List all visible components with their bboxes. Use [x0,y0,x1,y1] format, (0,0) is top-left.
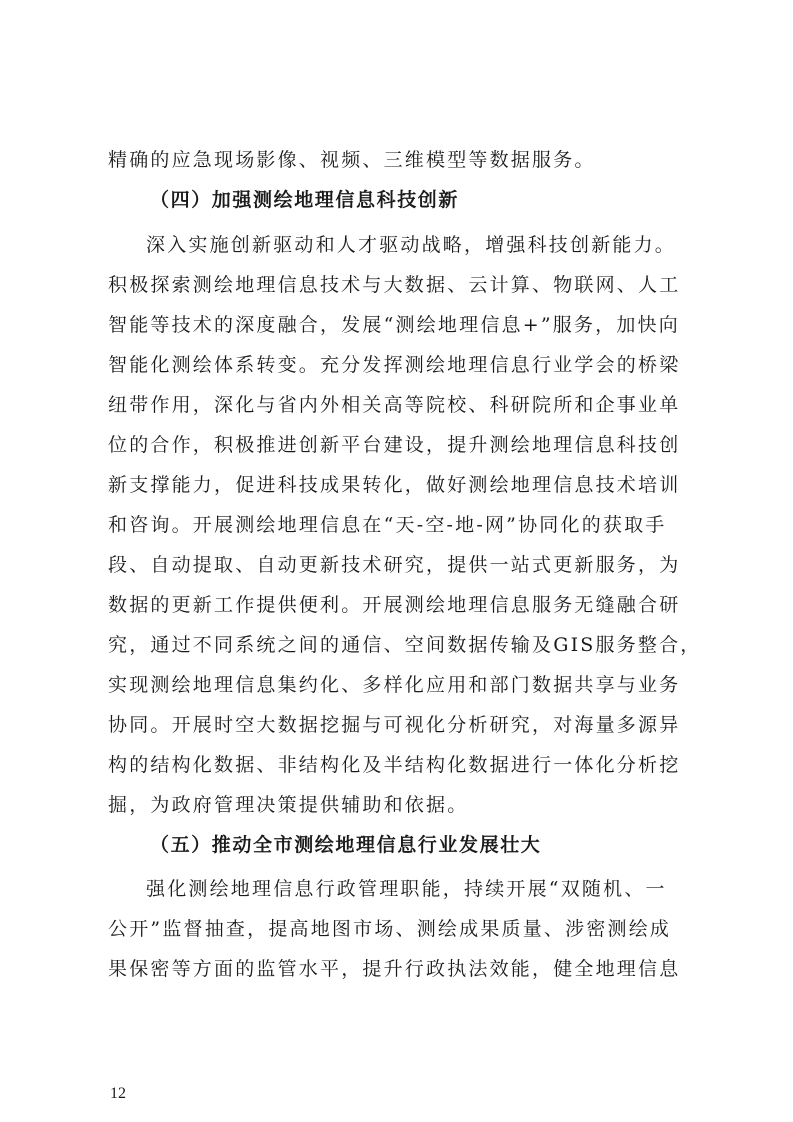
body-text-line: 精确的应急现场影像、视频、三维模型等数据服务。 [108,149,596,171]
body-text-line: 积极探索测绘地理信息技术与大数据、云计算、物联网、人工 [108,274,681,296]
body-text-line: 强化测绘地理信息行政管理职能，持续开展“双随机、一 [146,878,667,900]
body-text-line: 协同。开展时空大数据挖掘与可视化分析研究，对海量多源异 [108,714,681,736]
body-text-line: 数据的更新工作提供便利。开展测绘地理信息服务无缝融合研 [108,594,681,616]
body-text-line: 智能等技术的深度融合，发展“测绘地理信息+”服务，加快向 [108,314,680,336]
body-text-line: 段、自动提取、自动更新技术研究，提供一站式更新服务，为 [108,554,681,576]
body-text-line: 果保密等方面的监管水平，提升行政执法效能，健全地理信息 [108,958,681,980]
section-heading: （五）推动全市测绘地理信息行业发展壮大 [150,834,542,856]
body-text-line: 位的合作，积极推进创新平台建设，提升测绘地理信息科技创 [108,434,681,456]
section-heading: （四）加强测绘地理信息科技创新 [150,189,460,211]
body-text-line: 深入实施创新驱动和人才驱动战略，增强科技创新能力。 [146,234,677,256]
body-text-line: 实现测绘地理信息集约化、多样化应用和部门数据共享与业务 [108,674,681,696]
body-text-line: 公开”监督抽查，提高地图市场、测绘成果质量、涉密测绘成 [108,918,672,940]
body-text-line: 纽带作用，深化与省内外相关高等院校、科研院所和企事业单 [108,394,681,416]
page-number: 12 [110,1085,126,1102]
body-text-line: 新支撑能力，促进科技成果转化，做好测绘地理信息技术培训 [108,474,681,496]
body-text-line: 掘，为政府管理决策提供辅助和依据。 [108,794,469,816]
body-text-line: 和咨询。开展测绘地理信息在“天-空-地-网”协同化的获取手 [108,514,667,536]
body-text-line: 智能化测绘体系转变。充分发挥测绘地理信息行业学会的桥梁 [108,354,681,376]
body-text-line: 构的结构化数据、非结构化及半结构化数据进行一体化分析挖 [108,754,681,776]
body-text-line: 究，通过不同系统之间的通信、空间数据传输及GIS服务整合， [108,634,702,656]
